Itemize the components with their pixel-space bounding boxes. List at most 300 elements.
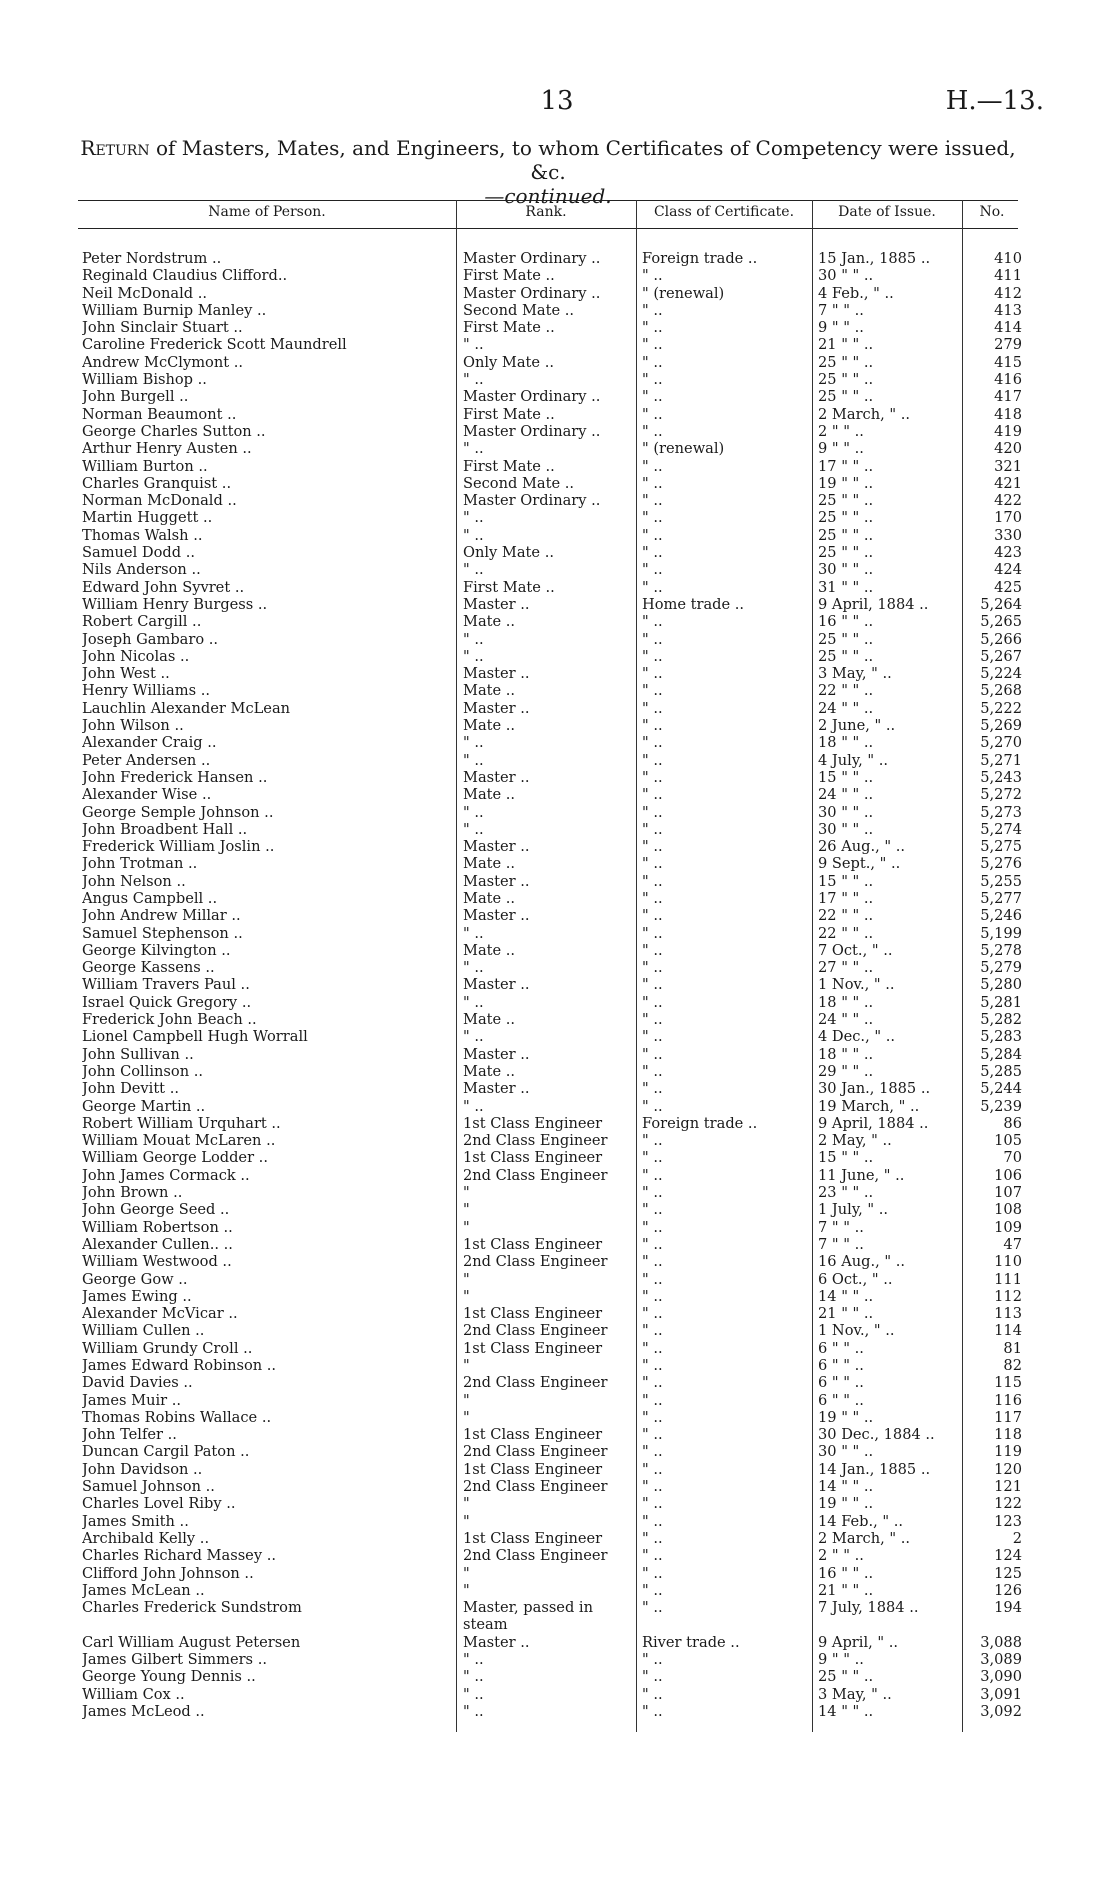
rank: Master Ordinary .. bbox=[463, 388, 601, 406]
rank: Master .. bbox=[463, 872, 530, 890]
rank: First Mate .. bbox=[463, 578, 555, 596]
certificate-class: " .. bbox=[642, 578, 663, 596]
certificate-class: " .. bbox=[642, 267, 663, 285]
person-name: Carl William August Petersen bbox=[82, 1633, 301, 1651]
person-name: Arthur Henry Austen .. bbox=[82, 440, 252, 458]
table-row bbox=[0, 302, 1114, 319]
certificate-class: " .. bbox=[642, 630, 663, 648]
rank: 2nd Class Engineer bbox=[463, 1253, 608, 1271]
certificate-class: " .. bbox=[642, 1287, 663, 1305]
rank: 1st Class Engineer bbox=[463, 1529, 603, 1547]
rank: Master .. bbox=[463, 595, 530, 613]
issue-date: 30 " " .. bbox=[818, 267, 874, 285]
rank: 2nd Class Engineer bbox=[463, 1547, 608, 1565]
table-row bbox=[0, 994, 1114, 1011]
certificate-number: 3,088 bbox=[980, 1633, 1022, 1651]
rank: Master Ordinary .. bbox=[463, 422, 601, 440]
certificate-number: 5,243 bbox=[980, 768, 1022, 786]
issue-date: 17 " " .. bbox=[818, 889, 874, 907]
certificate-class: " .. bbox=[642, 1149, 663, 1167]
table-row bbox=[0, 976, 1114, 993]
document-reference: H.—13. bbox=[945, 86, 1044, 116]
table-row bbox=[0, 1547, 1114, 1564]
issue-date: 31 " " .. bbox=[818, 578, 874, 596]
rank: " .. bbox=[463, 1702, 484, 1720]
issue-date: 9 " " .. bbox=[818, 1651, 864, 1669]
certificate-class: " .. bbox=[642, 561, 663, 579]
rank: " .. bbox=[463, 1685, 484, 1703]
person-name: John Telfer .. bbox=[82, 1426, 177, 1444]
column-header-number: No. bbox=[979, 204, 1005, 220]
certificate-class: " .. bbox=[642, 1097, 663, 1115]
certificate-class: " .. bbox=[642, 457, 663, 475]
person-name: John Frederick Hansen .. bbox=[82, 768, 268, 786]
certificate-number: 5,282 bbox=[980, 1011, 1022, 1029]
issue-date: 26 Aug., " .. bbox=[818, 838, 906, 856]
certificate-number: 124 bbox=[994, 1547, 1022, 1565]
table-row bbox=[0, 1340, 1114, 1357]
certificate-number: 3,089 bbox=[980, 1651, 1022, 1669]
issue-date: 16 " " .. bbox=[818, 1564, 874, 1582]
issue-date: 2 March, " .. bbox=[818, 1529, 911, 1547]
person-name: William Cox .. bbox=[82, 1685, 185, 1703]
table-row bbox=[0, 855, 1114, 872]
issue-date: 14 " " .. bbox=[818, 1287, 874, 1305]
rank: 1st Class Engineer bbox=[463, 1426, 603, 1444]
certificate-number: 5,264 bbox=[980, 595, 1022, 613]
person-name: Andrew McClymont .. bbox=[82, 353, 244, 371]
certificate-number: 82 bbox=[1003, 1357, 1022, 1374]
certificate-number: 423 bbox=[994, 544, 1022, 562]
certificate-number: 5,224 bbox=[980, 665, 1022, 683]
issue-date: 2 March, " .. bbox=[818, 405, 911, 423]
certificate-class: " .. bbox=[642, 1045, 663, 1063]
issue-date: 30 " " .. bbox=[818, 803, 874, 821]
issue-date: 18 " " .. bbox=[818, 1045, 874, 1063]
person-name: Charles Lovel Riby .. bbox=[82, 1495, 236, 1513]
person-name: Angus Campbell .. bbox=[82, 889, 218, 907]
issue-date: 2 " " .. bbox=[818, 1547, 864, 1565]
certificate-number: 86 bbox=[1003, 1114, 1022, 1132]
person-name: Norman McDonald .. bbox=[82, 492, 237, 510]
rank: Mate .. bbox=[463, 855, 516, 873]
table-row bbox=[0, 942, 1114, 959]
table-row bbox=[0, 388, 1114, 405]
certificate-class: " .. bbox=[642, 803, 663, 821]
issue-date: 1 Nov., " .. bbox=[818, 976, 895, 994]
certificate-class: " .. bbox=[642, 1253, 663, 1271]
person-name: George Young Dennis .. bbox=[82, 1668, 256, 1686]
issue-date: 18 " " .. bbox=[818, 993, 874, 1011]
table-row bbox=[0, 1028, 1114, 1045]
certificate-number: 424 bbox=[994, 561, 1022, 579]
person-name: James McLeod .. bbox=[82, 1702, 205, 1720]
table-row bbox=[0, 1513, 1114, 1530]
certificate-number: 118 bbox=[994, 1426, 1022, 1444]
certificate-class: " .. bbox=[642, 959, 663, 977]
person-name: William Bishop .. bbox=[82, 371, 207, 389]
issue-date: 3 May, " .. bbox=[818, 665, 892, 683]
certificate-number: 194 bbox=[994, 1599, 1022, 1617]
rank: Mate .. bbox=[463, 941, 516, 959]
person-name: Alexander McVicar .. bbox=[82, 1305, 238, 1323]
certificate-class: " .. bbox=[642, 682, 663, 700]
certificate-class: " .. bbox=[642, 838, 663, 856]
person-name: John Burgell .. bbox=[82, 388, 189, 406]
person-name: William George Lodder .. bbox=[82, 1149, 268, 1167]
issue-date: 1 Nov., " .. bbox=[818, 1322, 895, 1340]
person-name: John Trotman .. bbox=[82, 855, 198, 873]
rank: Mate .. bbox=[463, 1011, 516, 1029]
certificate-number: 5,274 bbox=[980, 820, 1022, 838]
issue-date: 4 Dec., " .. bbox=[818, 1028, 895, 1046]
person-name: Charles Richard Massey .. bbox=[82, 1547, 276, 1565]
issue-date: 7 " " .. bbox=[818, 1235, 864, 1253]
table-row bbox=[0, 527, 1114, 544]
certificate-class: " .. bbox=[642, 1651, 663, 1669]
table-row bbox=[0, 285, 1114, 302]
certificate-number: 119 bbox=[994, 1443, 1022, 1461]
table-row bbox=[0, 1149, 1114, 1166]
issue-date: 23 " " .. bbox=[818, 1184, 874, 1202]
certificate-number: 419 bbox=[994, 422, 1022, 440]
person-name: Charles Frederick Sundstrom bbox=[82, 1599, 302, 1617]
rank: Second Mate .. bbox=[463, 301, 575, 319]
table-row bbox=[0, 838, 1114, 855]
certificate-class: " .. bbox=[642, 388, 663, 406]
certificate-number: 105 bbox=[994, 1132, 1022, 1150]
certificate-class: " .. bbox=[642, 1305, 663, 1323]
issue-date: 14 Feb., " .. bbox=[818, 1512, 904, 1530]
certificate-number: 5,280 bbox=[980, 976, 1022, 994]
certificate-class: " .. bbox=[642, 941, 663, 959]
certificate-class: " .. bbox=[642, 1495, 663, 1513]
certificate-number: 5,239 bbox=[980, 1097, 1022, 1115]
certificate-number: 422 bbox=[994, 492, 1022, 510]
issue-date: 19 " " .. bbox=[818, 1408, 874, 1426]
certificate-class: " .. bbox=[642, 786, 663, 804]
table-row bbox=[0, 1651, 1114, 1668]
certificate-class: " .. bbox=[642, 734, 663, 752]
issue-date: 7 July, 1884 .. bbox=[818, 1599, 919, 1617]
certificate-class: " .. bbox=[642, 699, 663, 717]
issue-date: 14 " " .. bbox=[818, 1478, 874, 1496]
rank: Master Ordinary .. bbox=[463, 250, 601, 267]
table-row bbox=[0, 1374, 1114, 1391]
column-header-name: Name of Person. bbox=[208, 204, 326, 220]
issue-date: 15 " " .. bbox=[818, 768, 874, 786]
rank: " .. bbox=[463, 1028, 484, 1046]
table-row bbox=[0, 1495, 1114, 1512]
issue-date: 30 " " .. bbox=[818, 820, 874, 838]
certificate-number: 3,092 bbox=[980, 1702, 1022, 1720]
table-row bbox=[0, 1703, 1114, 1720]
rank: 1st Class Engineer bbox=[463, 1235, 603, 1253]
certificate-number: 116 bbox=[994, 1391, 1022, 1409]
rank: Second Mate .. bbox=[463, 474, 575, 492]
certificate-class: " .. bbox=[642, 319, 663, 337]
person-name: James Edward Robinson .. bbox=[82, 1357, 277, 1374]
person-name: Frederick John Beach .. bbox=[82, 1011, 257, 1029]
person-name: Neil McDonald .. bbox=[82, 284, 208, 302]
person-name: William Mouat McLaren .. bbox=[82, 1132, 276, 1150]
table-row bbox=[0, 1305, 1114, 1322]
rank: " .. bbox=[463, 1668, 484, 1686]
person-name: James Muir .. bbox=[82, 1391, 182, 1409]
certificate-class: " .. bbox=[642, 405, 663, 423]
rank: Master .. bbox=[463, 1080, 530, 1098]
certificate-class: Foreign trade .. bbox=[642, 250, 758, 267]
column-header-rank: Rank. bbox=[525, 204, 567, 220]
person-name: John James Cormack .. bbox=[82, 1166, 250, 1184]
rank: Mate .. bbox=[463, 786, 516, 804]
certificate-number: 279 bbox=[994, 336, 1022, 354]
certificate-number: 113 bbox=[994, 1305, 1022, 1323]
person-name: Reginald Claudius Clifford.. bbox=[82, 267, 288, 285]
table-row bbox=[0, 1686, 1114, 1703]
issue-date: 4 Feb., " .. bbox=[818, 284, 894, 302]
rank: " bbox=[463, 1218, 470, 1236]
issue-date: 1 July, " .. bbox=[818, 1201, 889, 1219]
person-name: Caroline Frederick Scott Maundrell bbox=[82, 336, 347, 354]
table-row bbox=[0, 631, 1114, 648]
certificate-number: 114 bbox=[994, 1322, 1022, 1340]
table-row bbox=[0, 1236, 1114, 1253]
issue-date: 9 Sept., " .. bbox=[818, 855, 901, 873]
issue-date: 14 Jan., 1885 .. bbox=[818, 1460, 931, 1478]
certificate-class: " .. bbox=[642, 1443, 663, 1461]
certificate-number: 47 bbox=[1003, 1235, 1022, 1253]
certificate-class: " .. bbox=[642, 1426, 663, 1444]
certificate-class: " (renewal) bbox=[642, 284, 725, 302]
issue-date: 11 June, " .. bbox=[818, 1166, 905, 1184]
rank: " .. bbox=[463, 371, 484, 389]
rank: " .. bbox=[463, 1651, 484, 1669]
table-row bbox=[0, 561, 1114, 578]
certificate-class: " .. bbox=[642, 1547, 663, 1565]
certificate-number: 5,278 bbox=[980, 941, 1022, 959]
rank: 1st Class Engineer bbox=[463, 1339, 603, 1357]
certificate-class: " .. bbox=[642, 336, 663, 354]
issue-date: 9 " " .. bbox=[818, 319, 864, 337]
rank: Mate .. bbox=[463, 1062, 516, 1080]
person-name: Archibald Kelly .. bbox=[82, 1529, 210, 1547]
certificate-number: 412 bbox=[994, 284, 1022, 302]
certificate-class: " .. bbox=[642, 1702, 663, 1720]
rank: Master, passed in steam bbox=[463, 1599, 593, 1634]
person-name: George Kassens .. bbox=[82, 959, 215, 977]
issue-date: 16 " " .. bbox=[818, 613, 874, 631]
rank: Master .. bbox=[463, 907, 530, 925]
certificate-number: 121 bbox=[994, 1478, 1022, 1496]
certificate-number: 330 bbox=[994, 526, 1022, 544]
table-row bbox=[0, 907, 1114, 924]
certificate-number: 5,276 bbox=[980, 855, 1022, 873]
issue-date: 6 " " .. bbox=[818, 1339, 864, 1357]
issue-date: 16 Aug., " .. bbox=[818, 1253, 906, 1271]
certificate-number: 321 bbox=[994, 457, 1022, 475]
certificate-number: 418 bbox=[994, 405, 1022, 423]
person-name: Clifford John Johnson .. bbox=[82, 1564, 254, 1582]
certificate-number: 5,267 bbox=[980, 647, 1022, 665]
person-name: Alexander Wise .. bbox=[82, 786, 212, 804]
certificate-class: " .. bbox=[642, 1166, 663, 1184]
person-name: William Travers Paul .. bbox=[82, 976, 250, 994]
certificate-class: " .. bbox=[642, 422, 663, 440]
certificate-number: 5,268 bbox=[980, 682, 1022, 700]
person-name: Peter Andersen .. bbox=[82, 751, 211, 769]
person-name: Norman Beaumont .. bbox=[82, 405, 237, 423]
table-row bbox=[0, 1409, 1114, 1426]
person-name: Alexander Cullen.. .. bbox=[82, 1235, 233, 1253]
table-row bbox=[0, 458, 1114, 475]
person-name: Samuel Dodd .. bbox=[82, 544, 195, 562]
certificate-class: " .. bbox=[642, 1062, 663, 1080]
issue-date: 6 " " .. bbox=[818, 1357, 864, 1374]
rank: First Mate .. bbox=[463, 267, 555, 285]
certificate-class: " .. bbox=[642, 872, 663, 890]
issue-date: 25 " " .. bbox=[818, 388, 874, 406]
table-row bbox=[0, 665, 1114, 682]
issue-date: 25 " " .. bbox=[818, 630, 874, 648]
certificate-number: 110 bbox=[994, 1253, 1022, 1271]
certificate-class: " .. bbox=[642, 855, 663, 873]
certificate-class: River trade .. bbox=[642, 1633, 740, 1651]
issue-date: 30 Jan., 1885 .. bbox=[818, 1080, 931, 1098]
certificate-class: " .. bbox=[642, 1201, 663, 1219]
certificate-number: 416 bbox=[994, 371, 1022, 389]
issue-date: 14 " " .. bbox=[818, 1702, 874, 1720]
rank: Mate .. bbox=[463, 889, 516, 907]
issue-date: 6 " " .. bbox=[818, 1391, 864, 1409]
table-row bbox=[0, 423, 1114, 440]
rank: " .. bbox=[463, 959, 484, 977]
rank: " bbox=[463, 1201, 470, 1219]
person-name: James McLean .. bbox=[82, 1581, 205, 1599]
certificate-class: " .. bbox=[642, 1235, 663, 1253]
certificate-number: 5,270 bbox=[980, 734, 1022, 752]
certificate-number: 126 bbox=[994, 1581, 1022, 1599]
certificate-number: 115 bbox=[994, 1374, 1022, 1392]
table-row bbox=[0, 1599, 1114, 1634]
certificate-class: " .. bbox=[642, 1460, 663, 1478]
issue-date: 9 April, 1884 .. bbox=[818, 595, 929, 613]
table-row bbox=[0, 1063, 1114, 1080]
person-name: John Devitt .. bbox=[82, 1080, 179, 1098]
certificate-number: 425 bbox=[994, 578, 1022, 596]
certificate-number: 5,269 bbox=[980, 717, 1022, 735]
table-row bbox=[0, 509, 1114, 526]
issue-date: 24 " " .. bbox=[818, 699, 874, 717]
certificate-class: " .. bbox=[642, 1599, 663, 1617]
certificate-class: " .. bbox=[642, 1512, 663, 1530]
issue-date: 30 " " .. bbox=[818, 561, 874, 579]
certificate-class: " .. bbox=[642, 1080, 663, 1098]
table-row bbox=[0, 1098, 1114, 1115]
certificate-class: " .. bbox=[642, 1564, 663, 1582]
certificate-number: 410 bbox=[994, 250, 1022, 267]
rank: Only Mate .. bbox=[463, 544, 554, 562]
rank: 2nd Class Engineer bbox=[463, 1443, 608, 1461]
certificate-number: 106 bbox=[994, 1166, 1022, 1184]
issue-date: 25 " " .. bbox=[818, 544, 874, 562]
title-continued: —continued. bbox=[484, 184, 612, 208]
certificate-class: " .. bbox=[642, 768, 663, 786]
table-row bbox=[0, 1322, 1114, 1339]
table-row bbox=[0, 475, 1114, 492]
column-header-class: Class of Certificate. bbox=[653, 204, 795, 220]
person-name: John West .. bbox=[82, 665, 170, 683]
table-row bbox=[0, 700, 1114, 717]
rank: 2nd Class Engineer bbox=[463, 1322, 608, 1340]
certificate-number: 123 bbox=[994, 1512, 1022, 1530]
table-row bbox=[0, 821, 1114, 838]
certificate-class: " .. bbox=[642, 1581, 663, 1599]
rank: Master .. bbox=[463, 838, 530, 856]
certificate-number: 112 bbox=[994, 1287, 1022, 1305]
certificate-class: " .. bbox=[642, 1357, 663, 1374]
issue-date: 30 " " .. bbox=[818, 1443, 874, 1461]
issue-date: 2 June, " .. bbox=[818, 717, 896, 735]
table-row bbox=[0, 544, 1114, 561]
certificate-number: 5,285 bbox=[980, 1062, 1022, 1080]
table-row bbox=[0, 336, 1114, 353]
person-name: Charles Granquist .. bbox=[82, 474, 232, 492]
table-top-rule bbox=[78, 200, 1018, 201]
issue-date: 24 " " .. bbox=[818, 786, 874, 804]
issue-date: 15 " " .. bbox=[818, 872, 874, 890]
issue-date: 27 " " .. bbox=[818, 959, 874, 977]
certificate-class: " .. bbox=[642, 907, 663, 925]
certificate-class: " .. bbox=[642, 1028, 663, 1046]
certificate-number: 109 bbox=[994, 1218, 1022, 1236]
certificate-number: 108 bbox=[994, 1201, 1022, 1219]
certificate-number: 5,266 bbox=[980, 630, 1022, 648]
rank: " bbox=[463, 1287, 470, 1305]
issue-date: 9 " " .. bbox=[818, 440, 864, 458]
rank: First Mate .. bbox=[463, 405, 555, 423]
rank: 2nd Class Engineer bbox=[463, 1166, 608, 1184]
issue-date: 2 " " .. bbox=[818, 422, 864, 440]
rank: 1st Class Engineer bbox=[463, 1460, 603, 1478]
certificate-class: " .. bbox=[642, 1478, 663, 1496]
table-row bbox=[0, 1011, 1114, 1028]
rank: " bbox=[463, 1495, 470, 1513]
issue-date: 30 Dec., 1884 .. bbox=[818, 1426, 935, 1444]
rank: Mate .. bbox=[463, 613, 516, 631]
certificate-class: " .. bbox=[642, 509, 663, 527]
table-row bbox=[0, 1565, 1114, 1582]
issue-date: 17 " " .. bbox=[818, 457, 874, 475]
rank: " .. bbox=[463, 630, 484, 648]
certificate-class: " .. bbox=[642, 353, 663, 371]
table-row bbox=[0, 1201, 1114, 1218]
certificate-number: 5,246 bbox=[980, 907, 1022, 925]
certificate-number: 5,279 bbox=[980, 959, 1022, 977]
rank: 1st Class Engineer bbox=[463, 1149, 603, 1167]
table-row bbox=[0, 925, 1114, 942]
certificate-number: 111 bbox=[994, 1270, 1022, 1288]
table-row bbox=[0, 873, 1114, 890]
person-name: George Semple Johnson .. bbox=[82, 803, 274, 821]
certificate-class: Home trade .. bbox=[642, 595, 745, 613]
person-name: James Ewing .. bbox=[82, 1287, 192, 1305]
table-row bbox=[0, 1426, 1114, 1443]
rank: First Mate .. bbox=[463, 457, 555, 475]
rank: Master Ordinary .. bbox=[463, 284, 601, 302]
certificate-number: 122 bbox=[994, 1495, 1022, 1513]
rank: " .. bbox=[463, 820, 484, 838]
